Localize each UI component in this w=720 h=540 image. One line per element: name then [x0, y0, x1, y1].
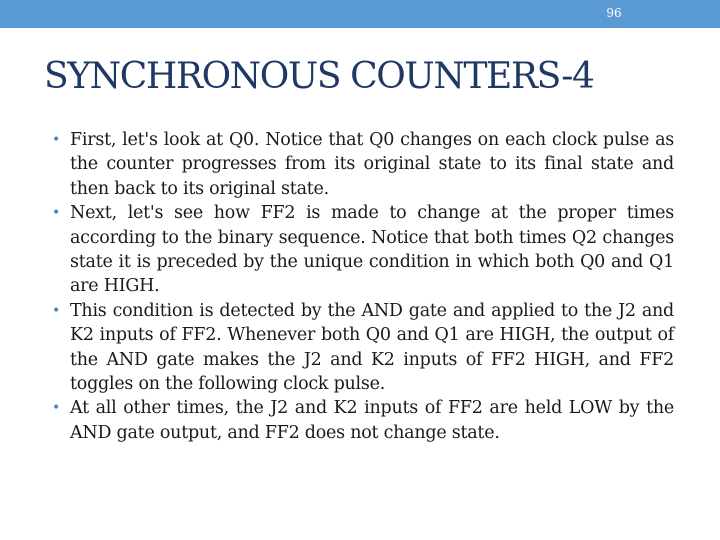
- bullet-item: [46, 128, 674, 201]
- bullet-text: This condition is detected by the AND gate and applied to the J2 and K2 inputs of FF2. Whenever both Q0 and Q1 are HIGH, the output of the AND gate makes the J2 and K2 inputs of FF2 HIGH, and FF2 toggles on the following clock pulse.: [70, 300, 674, 395]
- bullet-item: [46, 396, 674, 445]
- bullet-marker-icon: •: [52, 400, 61, 417]
- slide-title: SYNCHRONOUS COUNTERS-4: [44, 56, 594, 97]
- bullet-text: At all other times, the J2 and K2 inputs of FF2 are held LOW by the AND gate output, and FF2 does not change state.: [70, 398, 674, 443]
- page-number: 96: [606, 6, 622, 20]
- bullet-text: First, let's look at Q0. Notice that Q0 changes on each clock pulse as the counter progresses from its original state to its final state and then back to its original state.: [70, 130, 674, 199]
- bullet-marker-icon: •: [52, 132, 61, 148]
- header-bar: [0, 0, 720, 28]
- bullet-marker-icon: •: [52, 302, 61, 319]
- bullet-list: [46, 128, 674, 445]
- bullet-item: [46, 299, 674, 397]
- bullet-item: [46, 201, 674, 299]
- bullet-text: Next, let's see how FF2 is made to change at the proper times according to the binary sequence. Notice that both times Q2 changes state it is preceded by the unique condition in which both Q0 and Q1 are HIGH.: [70, 203, 674, 297]
- bullet-marker-icon: •: [52, 205, 61, 222]
